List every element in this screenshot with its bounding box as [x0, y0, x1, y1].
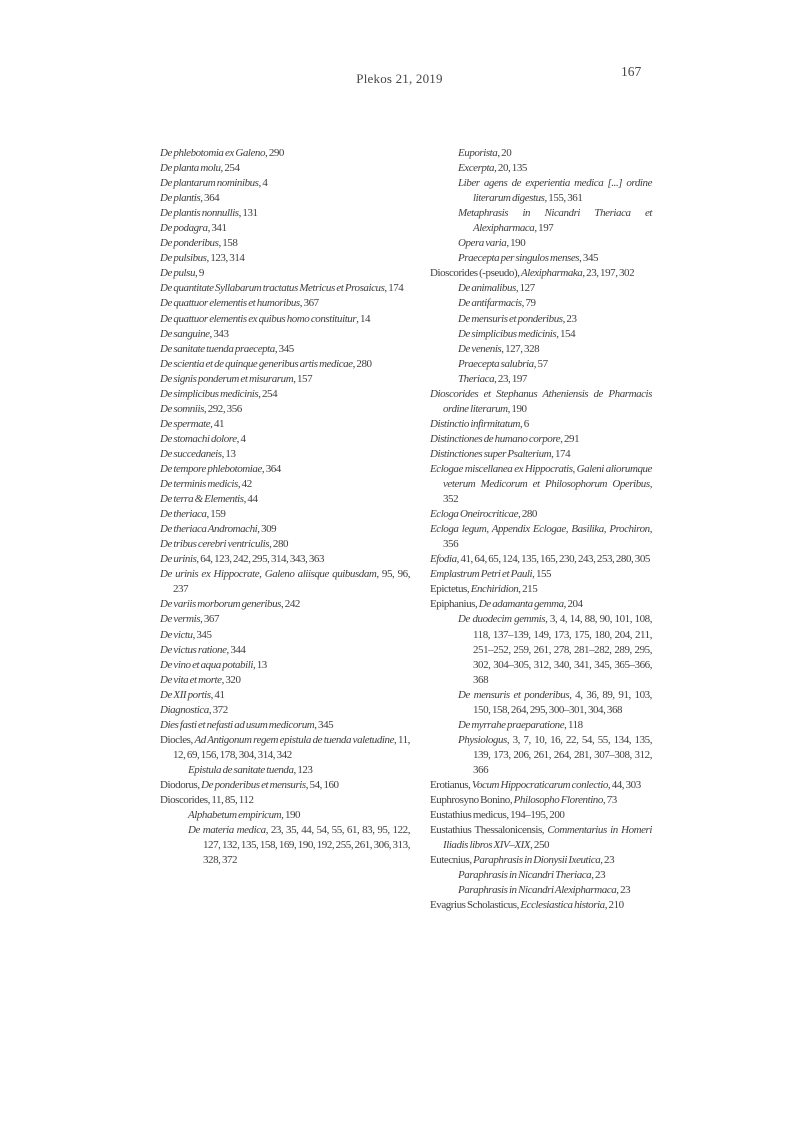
entry-text-segment: , 64, 123, 242, 295, 314, 343, 363 — [196, 553, 325, 566]
entry-text-segment: Diocles, — [160, 733, 195, 746]
entry-text-segment: , 4 — [236, 432, 246, 445]
index-entry — [430, 718, 652, 733]
entry-title-segment: Paraphrasis in Dionysii Ixeutica — [473, 854, 601, 867]
entry-text-segment: , 174 — [551, 447, 571, 460]
index-entry — [430, 688, 652, 718]
entry-title-segment: De victu — [160, 628, 193, 641]
entry-text-segment: , 73 — [602, 794, 617, 807]
entry-text-segment: , 356 — [443, 523, 652, 551]
entry-title-segment: Distinctio infirmitatum — [430, 417, 520, 430]
entry-text-segment: Erotianus, — [430, 778, 472, 791]
entry-title-segment: De theriaca Andromachi — [160, 523, 258, 536]
index-entry — [160, 658, 410, 673]
index-entry — [430, 432, 652, 447]
entry-text-segment: , 41, 64, 65, 124, 135, 165, 230, 243, 253, 280, 305 — [456, 553, 650, 566]
entry-text-segment: , 44, 303 — [607, 778, 641, 791]
entry-text-segment: , 127, 328 — [501, 342, 540, 355]
entry-title-segment: Ecloga legum, Appendix Eclogae, Basilika, Prochiron — [430, 523, 650, 536]
entry-title-segment: De stomachi dolore — [160, 432, 237, 445]
entry-title-segment: Ad Antigonum regem epistula de tuenda valetudine — [194, 733, 394, 746]
index-entry — [160, 432, 410, 447]
index-entry — [160, 718, 410, 733]
entry-title-segment: Praecepta per singulos menses — [458, 252, 580, 265]
entry-text-segment: Dioscorides (-pseudo), — [430, 267, 521, 280]
entry-title-segment: De plantis nonnullis — [160, 207, 239, 220]
entry-text-segment: , 364 — [261, 462, 281, 475]
entry-title-segment: Opera varia — [458, 237, 507, 250]
entry-title-segment: De sanguine — [160, 327, 210, 340]
entry-title-segment: Epistula de sanitate tuenda — [188, 763, 294, 776]
entry-text-segment: , 345 — [192, 628, 212, 641]
entry-title-segment: De terra & Elementis — [160, 493, 244, 506]
entry-title-segment: Vocum Hippocraticarum conlectio — [471, 778, 608, 791]
index-entry — [430, 387, 652, 417]
index-entry — [430, 778, 652, 793]
entry-title-segment: Excerpta — [458, 162, 495, 175]
entry-text-segment: Eustathius Thessalonicensis, — [430, 824, 548, 837]
index-entry — [430, 898, 652, 913]
entry-title-segment: De planta molu — [160, 162, 221, 175]
entry-title-segment: Commentarius in Homeri Iliadis libros XIV–XIX — [443, 824, 652, 852]
index-entry — [430, 733, 652, 778]
entry-text-segment: Dioscorides, 11, 85, 112 — [160, 794, 254, 807]
entry-title-segment: Ecloga Oneirocriticae — [430, 508, 519, 521]
entry-title-segment: Paraphrasis in Nicandri Theriaca — [458, 869, 592, 882]
entry-text-segment: , 4, 36, 89, 91, 103, 150, 158, 264, 295, 300–301, 304, 368 — [473, 688, 652, 716]
entry-text-segment: , 23, 197 — [494, 372, 527, 385]
index-entry — [430, 342, 652, 357]
index-entry — [430, 372, 652, 387]
entry-text-segment: , 54, 160 — [305, 778, 339, 791]
index-entry — [430, 236, 652, 251]
entry-text-segment: Euphrosyno Bonino, — [430, 794, 514, 807]
index-entry — [160, 477, 410, 492]
index-entry — [160, 206, 410, 221]
index-entry — [160, 387, 410, 402]
index-entry — [430, 281, 652, 296]
entry-text-segment: , 280 — [352, 357, 372, 370]
entry-text-segment: , 344 — [226, 643, 246, 656]
index-entry — [430, 357, 652, 372]
index-entry — [430, 552, 652, 567]
entry-text-segment: , 11, 12, 69, 156, 178, 304, 314, 342 — [173, 733, 410, 761]
entry-text-segment: , 23 — [616, 884, 631, 897]
entry-title-segment: Ecclesiastica historia — [520, 899, 605, 912]
index-entry — [160, 778, 410, 793]
index-entry — [430, 507, 652, 522]
index-entry — [160, 176, 410, 191]
index-entry — [160, 372, 410, 387]
entry-title-segment: De somniis — [160, 402, 204, 415]
index-entry — [160, 643, 410, 658]
entry-text-segment: , 372 — [208, 703, 228, 716]
entry-title-segment: De venenis — [458, 342, 502, 355]
entry-text-segment: , 14 — [356, 312, 371, 325]
index-entry — [160, 597, 410, 612]
entry-title-segment: De theriaca — [160, 508, 207, 521]
entry-title-segment: De plantarum nominibus — [160, 177, 259, 190]
index-entry — [430, 206, 652, 236]
index-entry — [430, 296, 652, 311]
index-entry — [160, 507, 410, 522]
index-entry — [160, 266, 410, 281]
entry-text-segment: , 254 — [258, 387, 278, 400]
entry-text-segment: , 290 — [265, 147, 284, 159]
entry-text-segment: , 345 — [314, 718, 334, 731]
entry-text-segment: , 23 — [562, 312, 577, 325]
entry-title-segment: Paraphrasis in Nicandri Alexipharmaca — [458, 884, 617, 897]
entry-text-segment: , 20, 135 — [494, 162, 527, 175]
entry-title-segment: De terminis medicis — [160, 478, 238, 491]
entry-text-segment: , 341 — [207, 222, 227, 235]
journal-header: Plekos 21, 2019 — [356, 71, 443, 86]
entry-title-segment: Liber agens de experientia medica [...] ordine literarum digestus — [458, 177, 652, 205]
entry-title-segment: De simplicibus medicinis — [458, 327, 557, 340]
entry-title-segment: Dies fasti et nefasti ad usum medicorum — [160, 718, 315, 731]
index-entry — [160, 161, 410, 176]
entry-text-segment: , 190 — [507, 402, 527, 415]
index-entry — [160, 537, 410, 552]
entry-text-segment: , 123 — [293, 763, 313, 776]
index-entry — [160, 492, 410, 507]
index-column-right — [430, 146, 652, 913]
index-entry — [430, 853, 652, 868]
entry-text-segment: , 292, 356 — [203, 402, 242, 415]
index-entry — [160, 236, 410, 251]
entry-title-segment: De antifarmacis — [458, 297, 522, 310]
entry-text-segment: Eutecnius, — [430, 854, 474, 867]
entry-title-segment: De vino et aqua potabili — [160, 658, 253, 671]
index-entry — [430, 868, 652, 883]
index-entry — [430, 176, 652, 206]
index-entry — [160, 673, 410, 688]
entry-text-segment: , 157 — [293, 372, 313, 385]
entry-title-segment: Distinctiones de humano corpore — [430, 432, 561, 445]
entry-text-segment: , 320 — [221, 673, 241, 686]
entry-title-segment: De spermate — [160, 417, 211, 430]
entry-title-segment: De tempore phlebotomiae — [160, 462, 262, 475]
index-entry — [160, 342, 410, 357]
index-entry — [160, 628, 410, 643]
entry-title-segment: De myrrahe praeparatione — [458, 718, 565, 731]
entry-title-segment: Eclogae miscellanea ex Hippocratis, Galeni aliorumque veterum Medicorum et Philosophorum Operibus — [430, 462, 652, 491]
entry-text-segment: , 215 — [518, 583, 538, 596]
entry-text-segment: , 280 — [269, 538, 289, 551]
index-entry — [430, 161, 652, 176]
index-entry — [160, 402, 410, 417]
entry-text-segment: , 291 — [560, 432, 580, 445]
entry-title-segment: Euporista — [458, 147, 498, 159]
entry-title-segment: De mensuris et ponderibus — [458, 312, 563, 325]
entry-text-segment: , 190 — [506, 237, 526, 250]
index-entry — [160, 522, 410, 537]
entry-text-segment: , 367 — [200, 613, 220, 626]
index-entry — [160, 191, 410, 206]
entry-text-segment: , 309 — [257, 523, 277, 536]
index-entry — [160, 688, 410, 703]
entry-text-segment: , 280 — [518, 508, 537, 521]
index-entry — [430, 612, 652, 687]
entry-title-segment: De animalibus — [458, 282, 516, 295]
index-entry — [160, 417, 410, 432]
entry-text-segment: , 352 — [443, 478, 652, 506]
entry-text-segment: Epiphanius, — [430, 598, 479, 611]
index-entry — [430, 793, 652, 808]
index-entry — [430, 883, 652, 898]
entry-text-segment: , 154 — [556, 327, 576, 340]
index-entry — [430, 251, 652, 266]
entry-title-segment: Distinctiones super Psalterium — [430, 447, 552, 460]
entry-title-segment: De XII portis — [160, 688, 211, 701]
entry-text-segment: , 345 — [274, 342, 294, 355]
entry-title-segment: De pulsu — [160, 267, 196, 280]
entry-text-segment: , 367 — [299, 297, 319, 310]
index-entry — [160, 552, 410, 567]
entry-title-segment: De quattuor elementis ex quibus homo constituitur — [160, 312, 357, 325]
entry-title-segment: De simplicibus medicinis — [160, 387, 259, 400]
entry-title-segment: De variis morborum generibus — [160, 598, 281, 611]
entry-title-segment: De urinis — [160, 553, 197, 566]
entry-title-segment: De scientia et de quinque generibus artis medicae — [160, 357, 353, 370]
index-entry — [430, 567, 652, 582]
entry-title-segment: De ponderibus et mensuris — [201, 778, 306, 791]
index-entry — [160, 733, 410, 763]
entry-text-segment: , 155 — [532, 568, 552, 581]
index-entry — [430, 823, 652, 853]
entry-text-segment: , 23 — [600, 854, 615, 867]
entry-title-segment: De succedaneis — [160, 447, 222, 460]
entry-title-segment: De podagra — [160, 222, 208, 235]
entry-text-segment: , 3, 4, 14, 88, 90, 101, 108, 118, 137–139, 149, 173, 175, 180, 204, 211, 251–252, 259, 261, 278, 281–282, 289, 295, 302, 304–305, 312, 340, 341, 345, 365–366, 368 — [473, 613, 652, 686]
index-entry — [160, 462, 410, 477]
entry-text-segment: , 4 — [258, 177, 268, 190]
entry-text-segment: , 190 — [281, 809, 301, 822]
index-entry — [160, 447, 410, 462]
entry-title-segment: De victus ratione — [160, 643, 227, 656]
index-entry — [160, 357, 410, 372]
index-entry — [430, 447, 652, 462]
entry-text-segment: , 155, 361 — [544, 192, 583, 205]
entry-text-segment: , 3, 7, 10, 16, 22, 54, 55, 134, 135, 139, 173, 206, 261, 264, 281, 307–308, 312, 366 — [473, 733, 652, 776]
entry-title-segment: Metaphrasis in Nicandri Theriaca et Alexipharmaca — [458, 207, 652, 235]
index-entry — [430, 417, 652, 432]
index-entry — [430, 266, 652, 281]
entry-text-segment: Diodorus, — [160, 778, 202, 791]
entry-title-segment: Physiologus — [458, 733, 507, 746]
index-entry — [160, 312, 410, 327]
index-entry — [430, 327, 652, 342]
entry-text-segment: , 158 — [218, 237, 238, 250]
entry-text-segment: , 42 — [237, 478, 252, 491]
entry-title-segment: Theriaca — [458, 372, 495, 385]
entry-title-segment: Alexipharmaka — [521, 267, 583, 280]
entry-text-segment: Evagrius Scholasticus, — [430, 899, 521, 912]
index-entry — [160, 281, 410, 296]
entry-text-segment: Eustathius medicus, 194–195, 200 — [430, 809, 565, 822]
entry-title-segment: De ponderibus — [160, 237, 219, 250]
index-entry — [430, 462, 652, 507]
entry-text-segment: , 118 — [564, 718, 583, 731]
entry-title-segment: De signis ponderum et misurarum — [160, 372, 294, 385]
entry-title-segment: De pulsibus — [160, 252, 207, 265]
entry-text-segment: , 123, 314 — [206, 252, 245, 265]
entry-text-segment: , 210 — [604, 899, 624, 912]
index-entry — [430, 146, 652, 161]
entry-title-segment: De adamanta gemma — [478, 598, 564, 611]
entry-text-segment: , 364 — [200, 192, 220, 205]
entry-text-segment: , 13 — [252, 658, 267, 671]
entry-title-segment: De materia medica — [188, 824, 266, 837]
index-entry — [430, 312, 652, 327]
index-entry — [160, 823, 410, 868]
entry-title-segment: Emplastrum Petri et Pauli — [430, 568, 533, 581]
entry-title-segment: De quantitate Syllabarum tractatus Metricus et Prosaicus — [160, 282, 385, 295]
index-entry — [160, 703, 410, 718]
entry-text-segment: , 345 — [579, 252, 599, 265]
entry-title-segment: Philosopho Florentino — [513, 794, 603, 807]
entry-text-segment: , 41 — [210, 417, 225, 430]
entry-title-segment: Efodia — [430, 553, 457, 566]
entry-text-segment: , 13 — [221, 447, 236, 460]
index-content — [160, 146, 652, 913]
entry-text-segment: , 23 — [591, 869, 606, 882]
entry-text-segment: , 9 — [195, 267, 204, 280]
entry-text-segment: , 95, 96, 237 — [173, 568, 410, 596]
entry-text-segment: , 250 — [530, 839, 550, 852]
index-entry — [160, 221, 410, 236]
index-entry — [160, 567, 410, 597]
entry-text-segment: Epictetus, — [430, 583, 471, 596]
index-entry — [160, 793, 410, 808]
index-entry — [160, 146, 410, 161]
entry-title-segment: Diagnostica — [160, 703, 209, 716]
entry-text-segment: , 127 — [515, 282, 535, 295]
entry-title-segment: De plantis — [160, 192, 201, 205]
entry-title-segment: Enchiridion — [470, 583, 519, 596]
index-entry — [160, 612, 410, 627]
entry-text-segment: , 242 — [280, 598, 300, 611]
entry-text-segment: , 79 — [521, 297, 536, 310]
entry-text-segment: , 23, 35, 44, 54, 55, 61, 83, 95, 122, 127, 132, 135, 158, 169, 190, 192, 255, 261, 306, 313, 328, 372 — [203, 824, 411, 867]
index-entry — [160, 763, 410, 778]
entry-title-segment: De mensuris et ponderibus — [458, 688, 570, 701]
entry-title-segment: De vita et morte — [160, 673, 222, 686]
entry-title-segment: De vermis — [160, 613, 201, 626]
entry-title-segment: De duodecim gemmis — [458, 613, 546, 626]
entry-text-segment: , 23, 197, 302 — [582, 267, 635, 280]
entry-text-segment: , 197 — [534, 222, 554, 235]
index-entry — [430, 582, 652, 597]
entry-text-segment: , 20 — [497, 147, 512, 159]
entry-title-segment: De quattuor elementis et humoribus — [160, 297, 300, 310]
page-number: 167 — [621, 64, 642, 79]
entry-text-segment: , 204 — [563, 598, 583, 611]
index-entry — [160, 808, 410, 823]
entry-text-segment: , 131 — [238, 207, 258, 220]
entry-text-segment: , 44 — [243, 493, 258, 506]
entry-title-segment: De phlebotomia ex Galeno — [160, 147, 266, 159]
index-entry — [430, 597, 652, 612]
entry-title-segment: De sanitate tuenda praecepta — [160, 342, 275, 355]
entry-text-segment: , 41 — [210, 688, 225, 701]
entry-text-segment: , 343 — [209, 327, 229, 340]
entry-title-segment: De tribus cerebri ventriculis — [160, 538, 270, 551]
index-entry — [160, 327, 410, 342]
index-entry — [430, 522, 652, 552]
entry-text-segment: , 159 — [206, 508, 226, 521]
entry-text-segment: , 254 — [220, 162, 240, 175]
index-entry — [430, 808, 652, 823]
entry-text-segment: , 57 — [533, 357, 548, 370]
entry-title-segment: Praecepta salubria — [458, 357, 534, 370]
index-entry — [160, 251, 410, 266]
index-entry — [160, 296, 410, 311]
entry-title-segment: De urinis ex Hippocrate, Galeno aliisque quibusdam — [160, 568, 377, 581]
entry-title-segment: Dioscorides et Stephanus Atheniensis de Pharmacis ordine literarum — [430, 387, 652, 415]
index-column-left — [160, 146, 410, 913]
entry-title-segment: Alphabetum empiricum — [188, 809, 282, 822]
entry-text-segment: , 6 — [520, 417, 529, 430]
entry-text-segment: , 174 — [384, 282, 404, 295]
